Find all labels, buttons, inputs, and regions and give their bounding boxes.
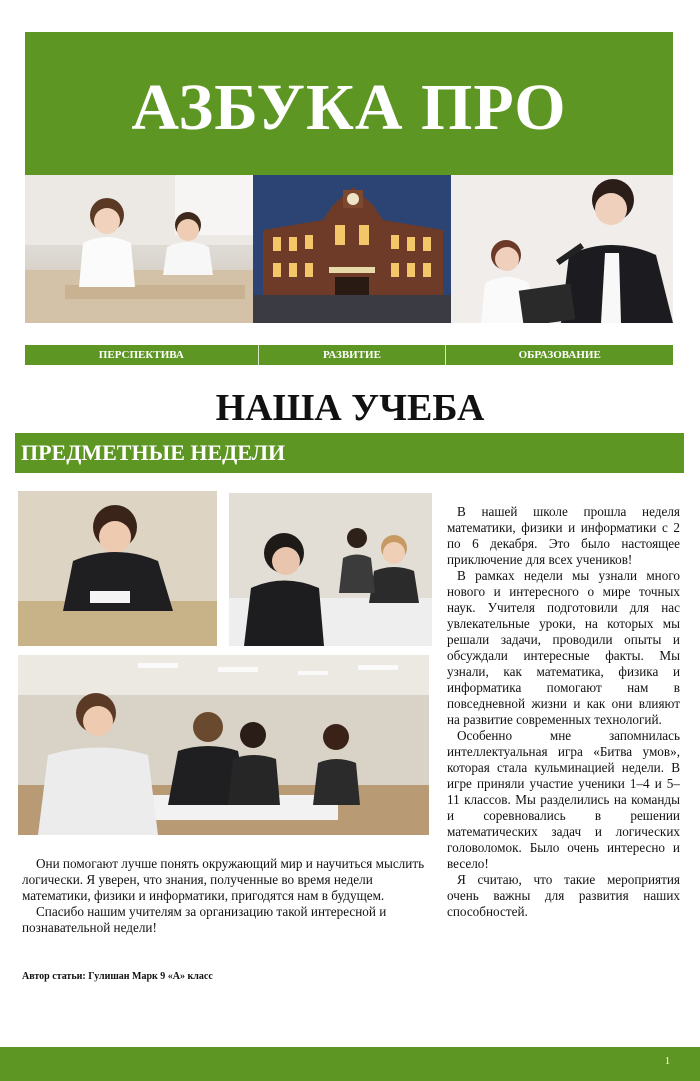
article-left-column [22,856,427,936]
article-paragraph: Я считаю, что такие мероприятия очень важны для развития наших способностей. [447,872,680,919]
article-paragraph: В рамках недели мы узнали много нового и интересного о мире точных наук. Учителя подготовили для нас увлекательные уроки, на которых мы решали задачи, проводили опыты и обсуждали интересные факты. Мы узнали, как математика, физика и информатика помогают нам в повседневной жизни и как они влияют на развитие современных технологий. [447,568,680,727]
speaker-microphone-photo [451,175,673,323]
article-right-column [447,504,680,920]
newspaper-title: АЗБУКА ПРО [131,71,567,144]
section-title: НАША УЧЕБА [215,387,485,429]
nav-item-perspective: ПЕРСПЕКТИВА [25,345,259,365]
article-paragraph: Спасибо нашим учителям за организацию такой интересной и познавательной недели! [22,904,387,935]
nav-item-development: РАЗВИТИЕ [259,345,447,365]
masthead [25,32,673,175]
students-group-table-photo [229,493,432,646]
topic-nav-bar [25,345,673,365]
subject-weeks-heading: ПРЕДМЕТНЫЕ НЕДЕЛИ [21,440,286,465]
article-paragraph: Особенно мне запомнилась интеллектуальная игра «Битва умов», которая стала кульминацией недели. В игре приняли участие ученики 1–4 и 5–11 классов. Мы разделились на команды и соревновались в решении математических задач и логических головоломок. Было очень интересно и весело! [447,728,680,871]
classroom-children-photo [25,175,253,323]
page-footer [0,1047,700,1081]
subject-weeks-banner [15,433,684,473]
school-building-photo [253,175,451,323]
article-author: Автор статьи: Гулишан Марк 9 «А» класс [22,971,213,982]
article-paragraph: В нашей школе прошла неделя математики, физики и информатики с 2 по 6 декабря. Это было настоящее приключение для всех учеников! [447,504,680,567]
student-at-desk-photo [18,491,217,646]
article-paragraph: Они помогают лучше понять окружающий мир и научиться мыслить логически. Я уверен, что знания, полученные во время недели математики, физики и информатики, пригодятся нам в будущем. [22,856,425,903]
students-competition-hall-photo [18,655,429,835]
nav-item-education: ОБРАЗОВАНИЕ [518,349,601,361]
page-number: 1 [665,1056,670,1067]
